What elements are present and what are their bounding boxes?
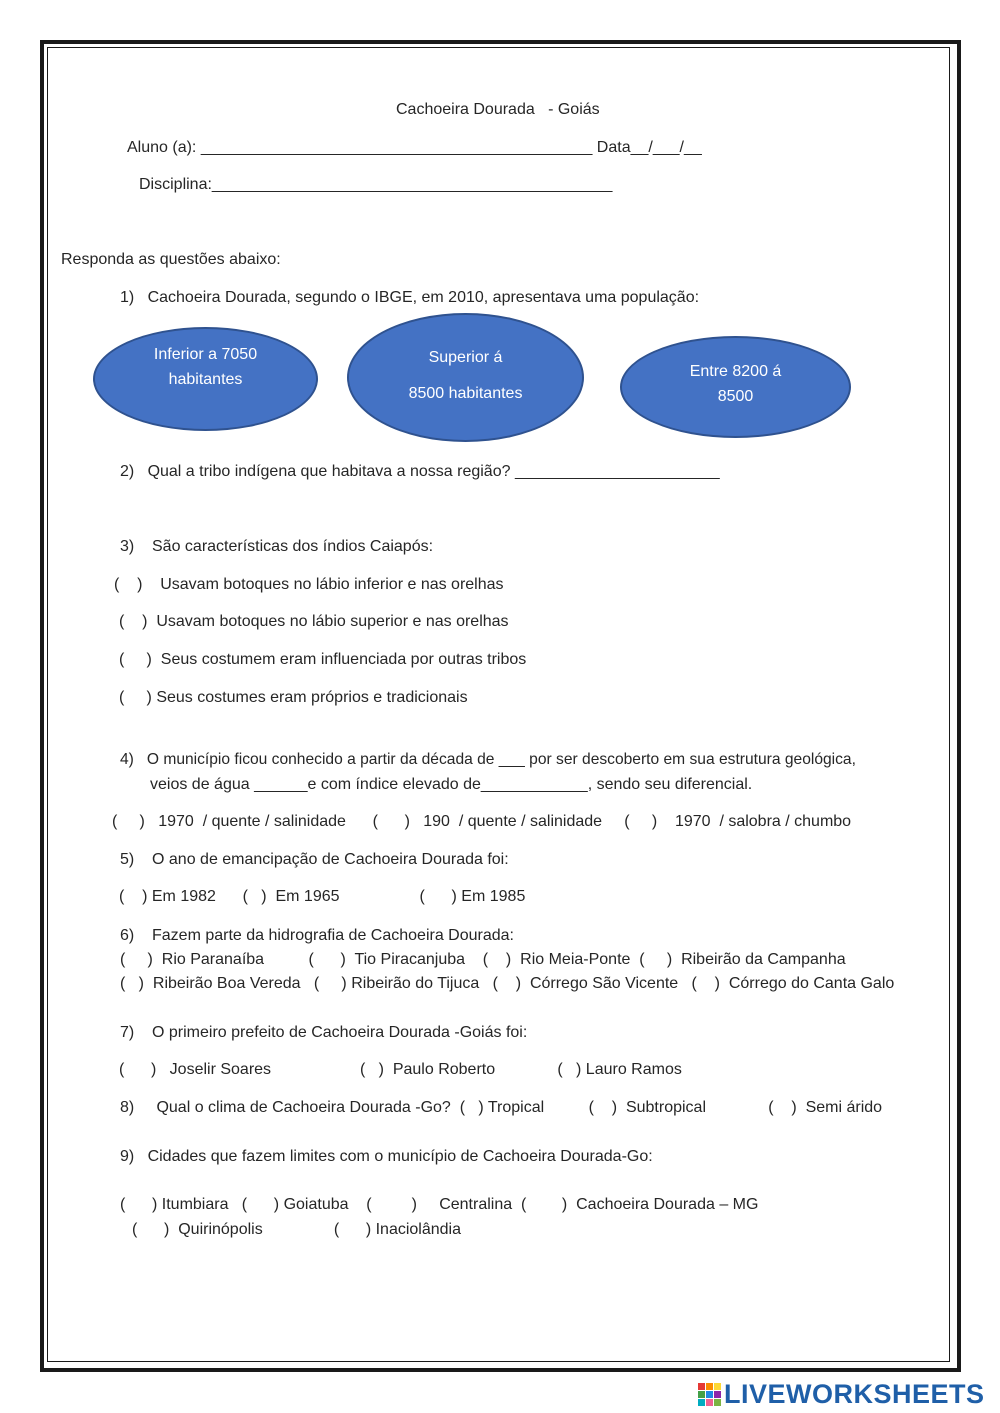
q6-options-line-1[interactable]: ( ) Rio Paranaíba ( ) Tio Piracanjuba ( ) Rio Meia-Ponte ( ) Ribeirão da Campanha (120, 951, 846, 968)
logo-square (698, 1391, 705, 1398)
instructions: Responda as questões abaixo: (61, 251, 281, 268)
logo-square (706, 1383, 713, 1390)
q4-options[interactable]: ( ) 1970 / quente / salinidade ( ) 190 / quente / salinidade ( ) 1970 / salobra / chumbo (112, 813, 852, 830)
q1-option-1-line2: habitantes (168, 371, 243, 388)
question-3: 3) São características dos índios Caiapós: (120, 538, 434, 555)
question-8[interactable]: 8) Qual o clima de Cachoeira Dourada -Go? ( ) Tropical ( ) Subtropical ( ) Semi árido (120, 1099, 883, 1116)
question-9: 9) Cidades que fazem limites com o município de Cachoeira Dourada-Go: (120, 1148, 653, 1165)
question-5: 5) O ano de emancipação de Cachoeira Dourada foi: (120, 851, 509, 868)
logo-square (698, 1383, 705, 1390)
q1-option-1-line1: Inferior a 7050 (153, 346, 258, 363)
q3-option-2[interactable]: ( ) Usavam botoques no lábio superior e nas orelhas (119, 613, 509, 630)
liveworksheets-logo (698, 1379, 985, 1409)
student-name-line[interactable]: Aluno (a): ____________________________________________ Data__/___/__ (127, 139, 702, 156)
q1-option-inferior[interactable] (93, 327, 318, 431)
logo-grid-icon (698, 1383, 721, 1406)
q9-options-line-2[interactable]: ( ) Quirinópolis ( ) Inaciolândia (132, 1221, 461, 1238)
logo-square (706, 1399, 713, 1406)
q5-options[interactable]: ( ) Em 1982 ( ) Em 1965 ( ) Em 1985 (119, 888, 526, 905)
q1-option-3-line1: Entre 8200 á (689, 363, 782, 380)
logo-square (698, 1399, 705, 1406)
q1-option-entre[interactable] (620, 336, 851, 438)
q9-options-line-1[interactable]: ( ) Itumbiara ( ) Goiatuba ( ) Centralina ( ) Cachoeira Dourada – MG (120, 1196, 759, 1213)
logo-square (714, 1399, 721, 1406)
discipline-line[interactable]: Disciplina:_____________________________________________ (139, 176, 613, 193)
q1-option-2-line2: 8500 habitantes (408, 385, 523, 402)
question-4-line-2[interactable]: veios de água ______e com índice elevado de____________, sendo seu diferencial. (150, 776, 753, 793)
question-6: 6) Fazem parte da hidrografia de Cachoeira Dourada: (120, 927, 514, 944)
q1-option-3-line2: 8500 (717, 388, 754, 405)
logo-text: LIVEWORKSHEETS (724, 1378, 985, 1409)
q3-option-3[interactable]: ( ) Seus costumem eram influenciada por outras tribos (119, 651, 527, 668)
q1-option-2-line1: Superior á (428, 349, 503, 366)
logo-square (706, 1391, 713, 1398)
logo-square (714, 1391, 721, 1398)
question-2[interactable]: 2) Qual a tribo indígena que habitava a nossa região? _______________________ (120, 463, 720, 480)
q1-option-superior[interactable] (347, 313, 584, 442)
question-1: 1) Cachoeira Dourada, segundo o IBGE, em 2010, apresentava uma população: (120, 289, 700, 306)
q3-option-4[interactable]: ( ) Seus costumes eram próprios e tradicionais (119, 689, 468, 706)
q6-options-line-2[interactable]: ( ) Ribeirão Boa Vereda ( ) Ribeirão do Tijuca ( ) Córrego São Vicente ( ) Córrego do Canta Galo (120, 975, 895, 992)
question-4-line-1[interactable]: 4) O município ficou conhecido a partir da década de ___ por ser descoberto em sua estrutura geológica, (120, 751, 856, 768)
q3-option-1[interactable]: ( ) Usavam botoques no lábio inferior e nas orelhas (114, 576, 504, 593)
q7-options[interactable]: ( ) Joselir Soares ( ) Paulo Roberto ( ) Lauro Ramos (119, 1061, 682, 1078)
logo-square (714, 1383, 721, 1390)
question-7: 7) O primeiro prefeito de Cachoeira Dourada -Goiás foi: (120, 1024, 528, 1041)
worksheet-title: Cachoeira Dourada - Goiás (396, 101, 600, 118)
